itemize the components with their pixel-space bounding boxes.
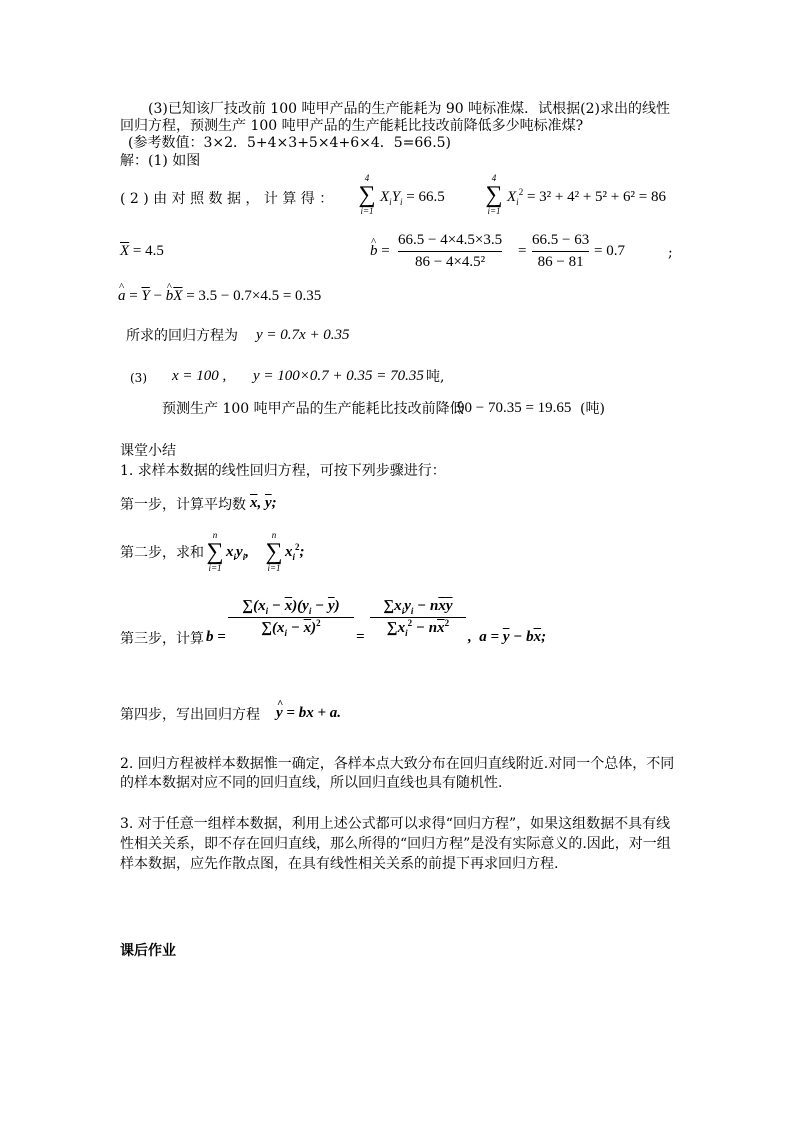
step3-equals: = <box>356 629 365 645</box>
bhat-symbol: ^ b = <box>370 242 390 260</box>
b-denominator-2: 86 − 81 <box>537 254 584 270</box>
summary-point-2-line2: 的样本数据对应不同的回归直线，所以回归直线也具有随机性. <box>120 775 503 791</box>
summary-point-3-line2: 性相关关系，即不存在回归直线，那么所得的“回归方程”是没有实际意义的.因此，对一组 <box>120 836 671 852</box>
sum-symbol-x2: 4 ∑ i=1 <box>485 173 503 216</box>
summary-point-1: 1. 求样本数据的线性回归方程，可按下列步骤进行： <box>120 463 446 479</box>
step4-label: 第四步，写出回归方程 <box>120 707 260 723</box>
solution-intro: 解：(1) 如图 <box>120 153 201 169</box>
part3-y: y = 100×0.7 + 0.35 = 70.35 <box>253 368 424 384</box>
sum-xy-value: 66.5 <box>418 189 445 205</box>
step1-label: 第一步，计算平均数 <box>120 497 246 513</box>
sum-xy-expr: $X_iY_i = 66.5$ <box>380 189 445 207</box>
sum-x2-value: = 3² + 4² + 5² + 6² = 86 <box>526 189 666 205</box>
regression-equation: y = 0.7x + 0.35 <box>256 327 350 343</box>
step2-sum-x2: $x_i^2$; <box>285 542 305 562</box>
prediction-calc: 90 − 70.35 = 19.65 <box>457 400 572 416</box>
step4-equation: ^ y = bx + a. <box>276 704 341 722</box>
problem3-line1: (3)已知该厂技改前 100 吨甲产品的生产能耗为 90 吨标准煤．试根据(2)求出的线性 <box>148 101 670 117</box>
summary-point-3-line3: 样本数据，应先作散点图，在具有线性相关关系的前提下再求回归方程. <box>120 856 559 872</box>
a-calc: = 3.5 − 0.7×4.5 = 0.35 <box>186 288 322 304</box>
step1-means: $\overline{x}$, $\overline{y}$; <box>250 495 277 511</box>
b-formula-fraction-2: $\sum x_iy_i - n\overline{x}\overline{y}$ $\sum x_i^2 - n\overline{x}^2$ <box>370 598 466 637</box>
homework-title: 课后作业 <box>120 943 176 959</box>
xbar-value: = 4.5 <box>132 243 164 259</box>
xbar-expr: $\overline{X} = 4.5$ <box>120 243 164 259</box>
part3-x: x = 100 , <box>172 368 227 384</box>
semicolon: ; <box>668 245 673 261</box>
b-numerator-1: 66.5 − 4×4.5×3.5 <box>398 232 503 248</box>
sum-symbol-xy: 4 ∑ i=1 <box>358 173 376 216</box>
ton-unit: 吨, <box>426 369 445 385</box>
ahat-expr: ^ $a = \overline{Y}$ − ^ $b\overline{X} = 3.5 - 0.7\times 4.5 = 0.35$ <box>118 287 321 305</box>
prediction-unit: (吨) <box>580 401 605 417</box>
equals-sign: = <box>518 243 527 259</box>
b-formula-fraction-1: $\sum(x_i - \overline{x})(y_i - \overline{y})$ $\sum(x_i - \overline{x})^2$ <box>228 598 354 637</box>
summary-title: 课堂小结 <box>120 443 176 459</box>
problem3-line2: 回归方程，预测生产 100 吨甲产品的生产能耗比技改前降低多少吨标准煤? <box>120 118 584 134</box>
b-numerator-2: 66.5 − 63 <box>532 232 590 248</box>
reference-values: (参考数值：3×2．5+4×3+5×4+6×4．5=66.5) <box>128 135 452 151</box>
b-fraction-1 <box>398 232 502 271</box>
b-denominator-1: 86 − 4×4.5² <box>414 254 486 270</box>
prediction-text: 预测生产 100 吨甲产品的生产能耗比技改前降低 <box>162 401 464 417</box>
part3-label: (3) <box>130 371 147 385</box>
regression-label: 所求的回归方程为 <box>126 328 238 344</box>
summary-point-2-line1: 2. 回归方程被样本数据惟一确定，各样本点大致分布在回归直线附近.对同一个总体，不同 <box>120 756 675 772</box>
step2-label: 第二步，求和 <box>120 545 204 561</box>
step2-text: ( 2 ) 由 对 照 数 据 ， 计 算 得 ： <box>120 191 334 207</box>
step2-sum-xy: $x_iy_i$, <box>226 544 249 562</box>
sum-x2-expr: $X_i^2 = 3^2 + 4^2 + 5^2 + 6^2 = 86$ <box>507 187 666 207</box>
summary-point-3-line1: 3. 对于任意一组样本数据，利用上述公式都可以求得“回归方程”，如果这组数据不具有线 <box>120 816 671 832</box>
b-fraction-2 <box>532 232 589 271</box>
step3-a-eq: , $a = \overline{y} - b\overline{x}$; <box>468 629 547 645</box>
step3-label: 第三步，计算 <box>120 631 204 647</box>
step3-b-eq: b = <box>206 629 226 645</box>
sum-symbol-step2a: n ∑ i=1 <box>206 530 224 573</box>
b-result: = 0.7 <box>594 243 625 259</box>
sum-symbol-step2b: n ∑ i=1 <box>265 530 283 573</box>
